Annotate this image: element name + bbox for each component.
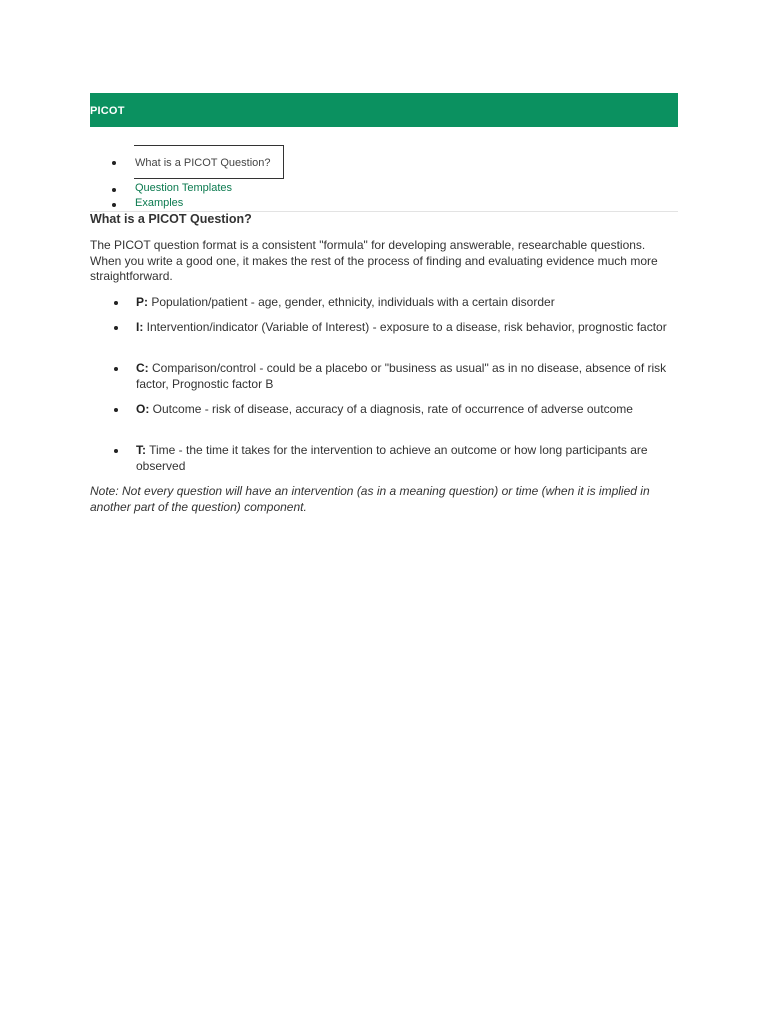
bullet-icon <box>114 301 118 305</box>
item-text: Population/patient - age, gender, ethnicity, individuals with a certain disorder <box>148 295 555 309</box>
bullet-icon <box>112 203 116 207</box>
page-title: PICOT <box>90 105 125 117</box>
section-heading: What is a PICOT Question? <box>90 212 252 226</box>
item-text: Intervention/indicator (Variable of Interest) - exposure to a disease, risk behavior, prognostic factor <box>143 320 667 334</box>
item-text: Outcome - risk of disease, accuracy of a diagnosis, rate of occurrence of adverse outcome <box>149 402 633 416</box>
header-banner <box>90 93 678 127</box>
item-key: I: <box>136 320 144 334</box>
tab-label[interactable]: What is a PICOT Question? <box>135 157 271 169</box>
intro-paragraph: The PICOT question format is a consistent "formula" for developing answerable, researchable questions. When you write a good one, it makes the rest of the process of finding and evaluating evidence much more straightforward. <box>90 238 658 283</box>
item-key: C: <box>136 361 149 375</box>
item-text: Time - the time it takes for the intervention to achieve an outcome or how long participants are observed <box>136 443 648 473</box>
tab-link-question-templates[interactable]: Question Templates <box>135 182 233 194</box>
bullet-icon <box>114 408 118 412</box>
bullet-icon <box>114 367 118 371</box>
bullet-icon <box>112 161 116 165</box>
bullet-icon <box>112 188 116 192</box>
bullet-icon <box>114 326 118 330</box>
tab-link-examples[interactable]: Examples <box>135 197 184 209</box>
item-key: P: <box>136 295 148 309</box>
item-key: O: <box>136 402 150 416</box>
note-text: Note: Not every question will have an intervention (as in a meaning question) or time (when it is implied in another part of the question) component. <box>90 484 650 514</box>
item-text: Comparison/control - could be a placebo or "business as usual" as in no disease, absence of risk factor, Prognostic factor B <box>136 361 667 391</box>
item-key: T: <box>136 443 146 457</box>
bullet-icon <box>114 449 118 453</box>
